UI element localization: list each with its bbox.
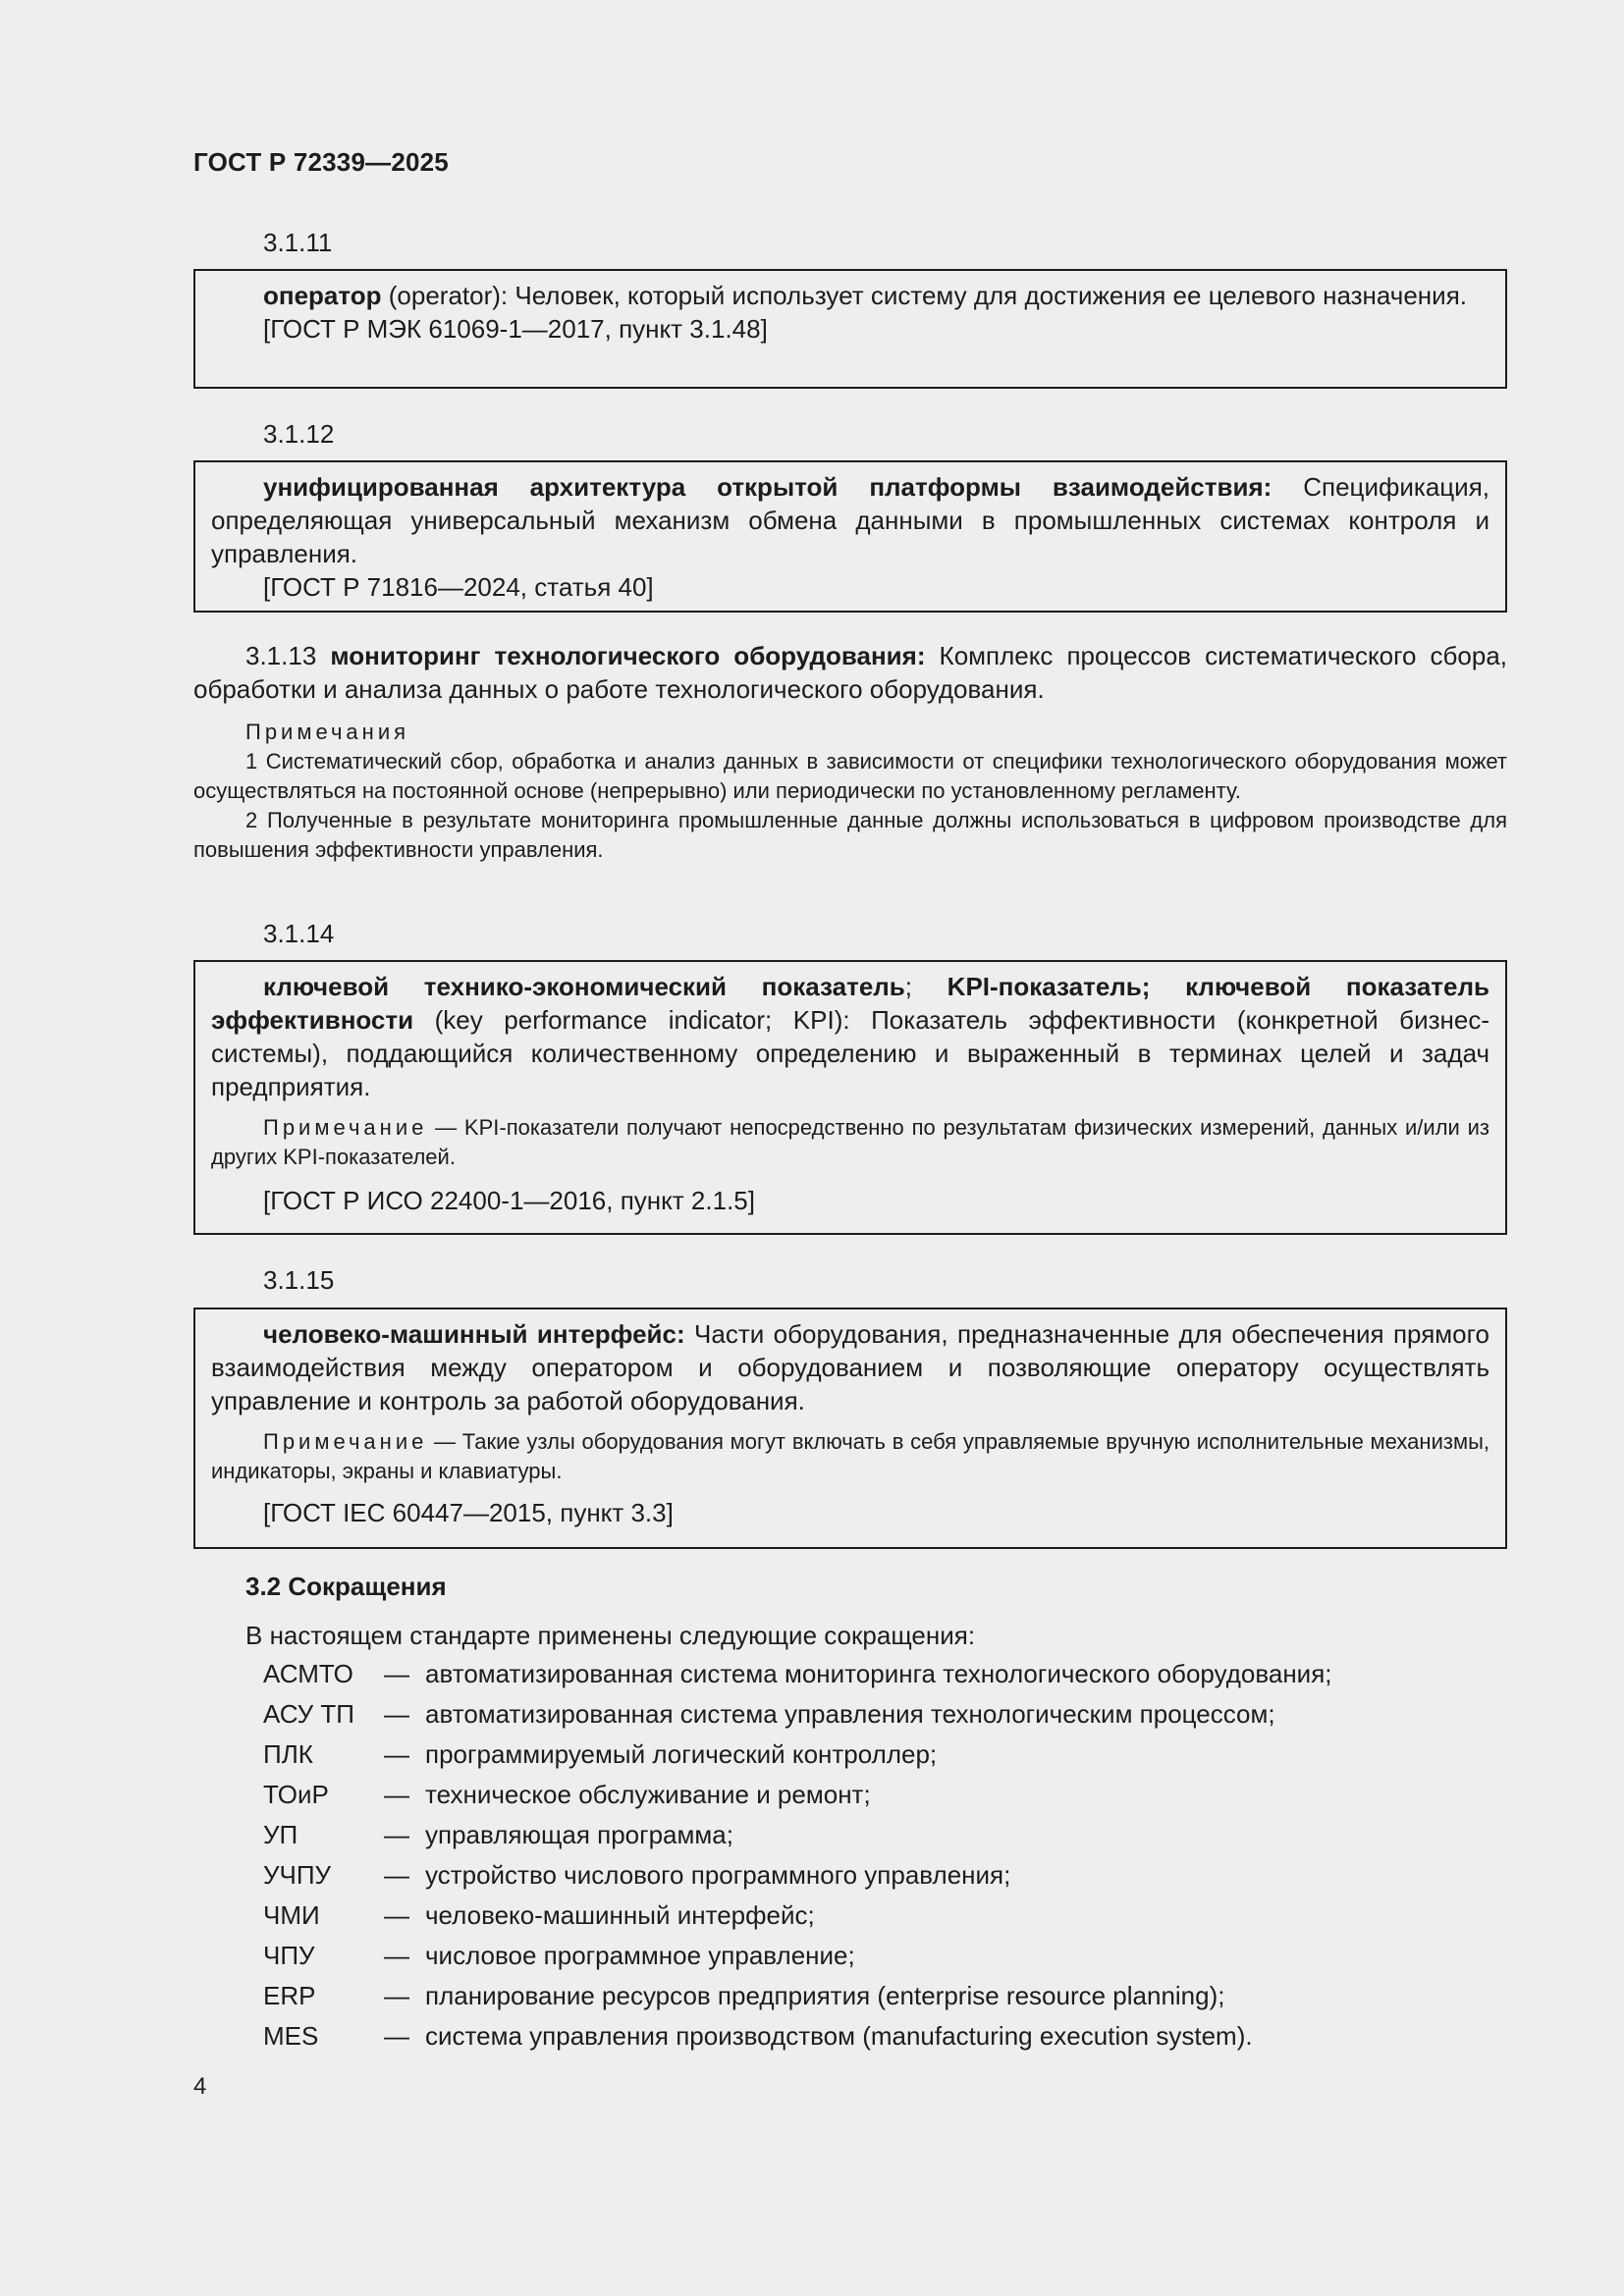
abbreviation: УЧПУ (263, 1860, 332, 1890)
abbreviation: ERP (263, 1981, 316, 2010)
term-box-3-1-14 (193, 960, 1507, 1235)
term-definition (211, 470, 1489, 570)
term-box-3-1-11 (193, 269, 1507, 389)
note-2: 2 Полученные в результате мониторинга промышленные данные должны использоваться в цифровом производстве для повышения эффективности управления. (193, 808, 1507, 862)
note-label: Примечание (263, 1429, 428, 1454)
abbreviation-meaning: устройство числового программного управления; (425, 1860, 1011, 1890)
abbreviation-meaning: автоматизированная система мониторинга технологического оборудования; (425, 1659, 1332, 1688)
section-intro: В настоящем стандарте применены следующие сокращения: (245, 1621, 976, 1650)
term-text: Комплекс процессов систематического сбора, обработки и анализа данных о работе технологического оборудования. (193, 641, 1508, 704)
term-name: ключевой технико-экономический показатель (263, 972, 905, 1001)
list-item: УП — управляющая программа; (263, 1820, 733, 1849)
term-definition (193, 639, 1507, 706)
term-name: мониторинг технологического оборудования: (330, 641, 926, 670)
document-header: ГОСТ Р 72339—2025 (193, 147, 449, 177)
section-heading: 3.2 Сокращения (245, 1572, 447, 1601)
abbreviation-meaning: управляющая программа; (425, 1820, 733, 1849)
term-number: 3.1.13 (245, 641, 317, 670)
abbreviation: ЧПУ (263, 1941, 315, 1970)
term-definition (211, 279, 1489, 312)
term-synonyms: KPI-показатель; ключевой показатель эффективности (211, 972, 1489, 1035)
term-number-3-1-14: 3.1.14 (263, 919, 335, 948)
abbreviation: ТОиР (263, 1780, 329, 1809)
abbreviation-meaning: система управления производством (manufacturing execution system). (425, 2021, 1253, 2051)
term-number-3-1-15: 3.1.15 (263, 1265, 335, 1295)
term-source: [ГОСТ Р ИСО 22400-1—2016, пункт 2.1.5] (263, 1186, 755, 1215)
abbreviation: АСУ ТП (263, 1699, 354, 1729)
abbreviation: MES (263, 2021, 319, 2051)
term-definition (211, 1317, 1489, 1417)
abbreviation: АСМТО (263, 1659, 353, 1688)
abbreviation: ПЛК (263, 1739, 313, 1769)
list-item: MES — система управления производством (manufacturing execution system). (263, 2021, 1253, 2051)
note-text: — Такие узлы оборудования могут включать в себя управляемые вручную исполнительные механизмы, индикаторы, экраны и клавиатуры. (211, 1429, 1489, 1483)
abbreviation-meaning: техническое обслуживание и ремонт; (425, 1780, 871, 1809)
term-number-3-1-11: 3.1.11 (263, 228, 333, 257)
term-text: Спецификация, определяющая универсальный механизм обмена данными в промышленных системах контроля и управления. (211, 472, 1490, 568)
list-item: АСМТО — автоматизированная система мониторинга технологического оборудования; (263, 1659, 1332, 1688)
list-item: ERP — планирование ресурсов предприятия (enterprise resource planning); (263, 1981, 1225, 2010)
page-number: 4 (193, 2073, 207, 2100)
term-text: Части оборудования, предназначенные для обеспечения прямого взаимодействия между оператором и оборудованием и позволяющие оператору осуществлять управление и контроль за работой оборудования. (211, 1319, 1489, 1415)
abbreviation-meaning: числовое программное управление; (425, 1941, 855, 1970)
list-item: ПЛК — программируемый логический контроллер; (263, 1739, 938, 1769)
section-3-2 (193, 1570, 1507, 1652)
term-definition: ключевой технико-экономический показатель; KPI-показатель; ключевой показатель эффективности (key performance indicator; KPI): Показатель эффективности (конкретной бизнес-системы), поддающийся количественному определению и выраженный в терминах целей и задач предприятия. (211, 972, 1489, 1101)
notes-title: Примечания (245, 720, 410, 744)
term-number-3-1-12: 3.1.12 (263, 419, 335, 449)
term-text: (key performance indicator; KPI): Показатель эффективности (конкретной бизнес-системы), поддающийся количественному определению и выраженный в терминах целей и задач предприятия. (211, 1005, 1489, 1101)
term-3-1-13 (193, 639, 1507, 865)
abbreviation-meaning: автоматизированная система управления технологическим процессом; (425, 1699, 1275, 1729)
abbreviation: УП (263, 1820, 298, 1849)
list-item: ЧПУ — числовое программное управление; (263, 1941, 855, 1970)
abbreviation-list (263, 1657, 1332, 2059)
term-name: человеко-машинный интерфейс: (263, 1319, 685, 1349)
term-source: [ГОСТ Р МЭК 61069-1—2017, пункт 3.1.48] (263, 314, 768, 344)
term-source: [ГОСТ IEC 60447—2015, пункт 3.3] (263, 1498, 674, 1527)
list-item: УЧПУ — устройство числового программного управления; (263, 1860, 1011, 1890)
note-label: Примечание (263, 1115, 428, 1140)
note-text: — KPI-показатели получают непосредственно по результатам физических измерений, данных и/или из других KPI-показателей. (211, 1115, 1489, 1169)
term-box-3-1-12 (193, 460, 1507, 613)
list-item: ТОиР — техническое обслуживание и ремонт; (263, 1780, 871, 1809)
term-source: [ГОСТ Р 71816—2024, статья 40] (263, 572, 654, 602)
abbreviation-meaning: человеко-машинный интерфейс; (425, 1900, 815, 1930)
term-note (211, 1113, 1489, 1172)
term-name: унифицированная архитектура открытой платформы взаимодействия: (263, 472, 1272, 502)
list-item: АСУ ТП — автоматизированная система управления технологическим процессом; (263, 1699, 1275, 1729)
term-text: (operator): Человек, который использует систему для достижения ее целевого назначения. (381, 281, 1467, 310)
list-item: ЧМИ — человеко-машинный интерфейс; (263, 1900, 815, 1930)
term-box-3-1-15 (193, 1308, 1507, 1549)
abbreviation-meaning: программируемый логический контроллер; (425, 1739, 938, 1769)
abbreviation-meaning: планирование ресурсов предприятия (enterprise resource planning); (425, 1981, 1225, 2010)
term-name: оператор (263, 281, 382, 310)
note-1: 1 Систематический сбор, обработка и анализ данных в зависимости от специфики технологического оборудования может осуществляться на постоянной основе (непрерывно) или периодически по установленному регламенту. (193, 749, 1507, 803)
abbreviation: ЧМИ (263, 1900, 320, 1930)
term-note (211, 1427, 1489, 1486)
